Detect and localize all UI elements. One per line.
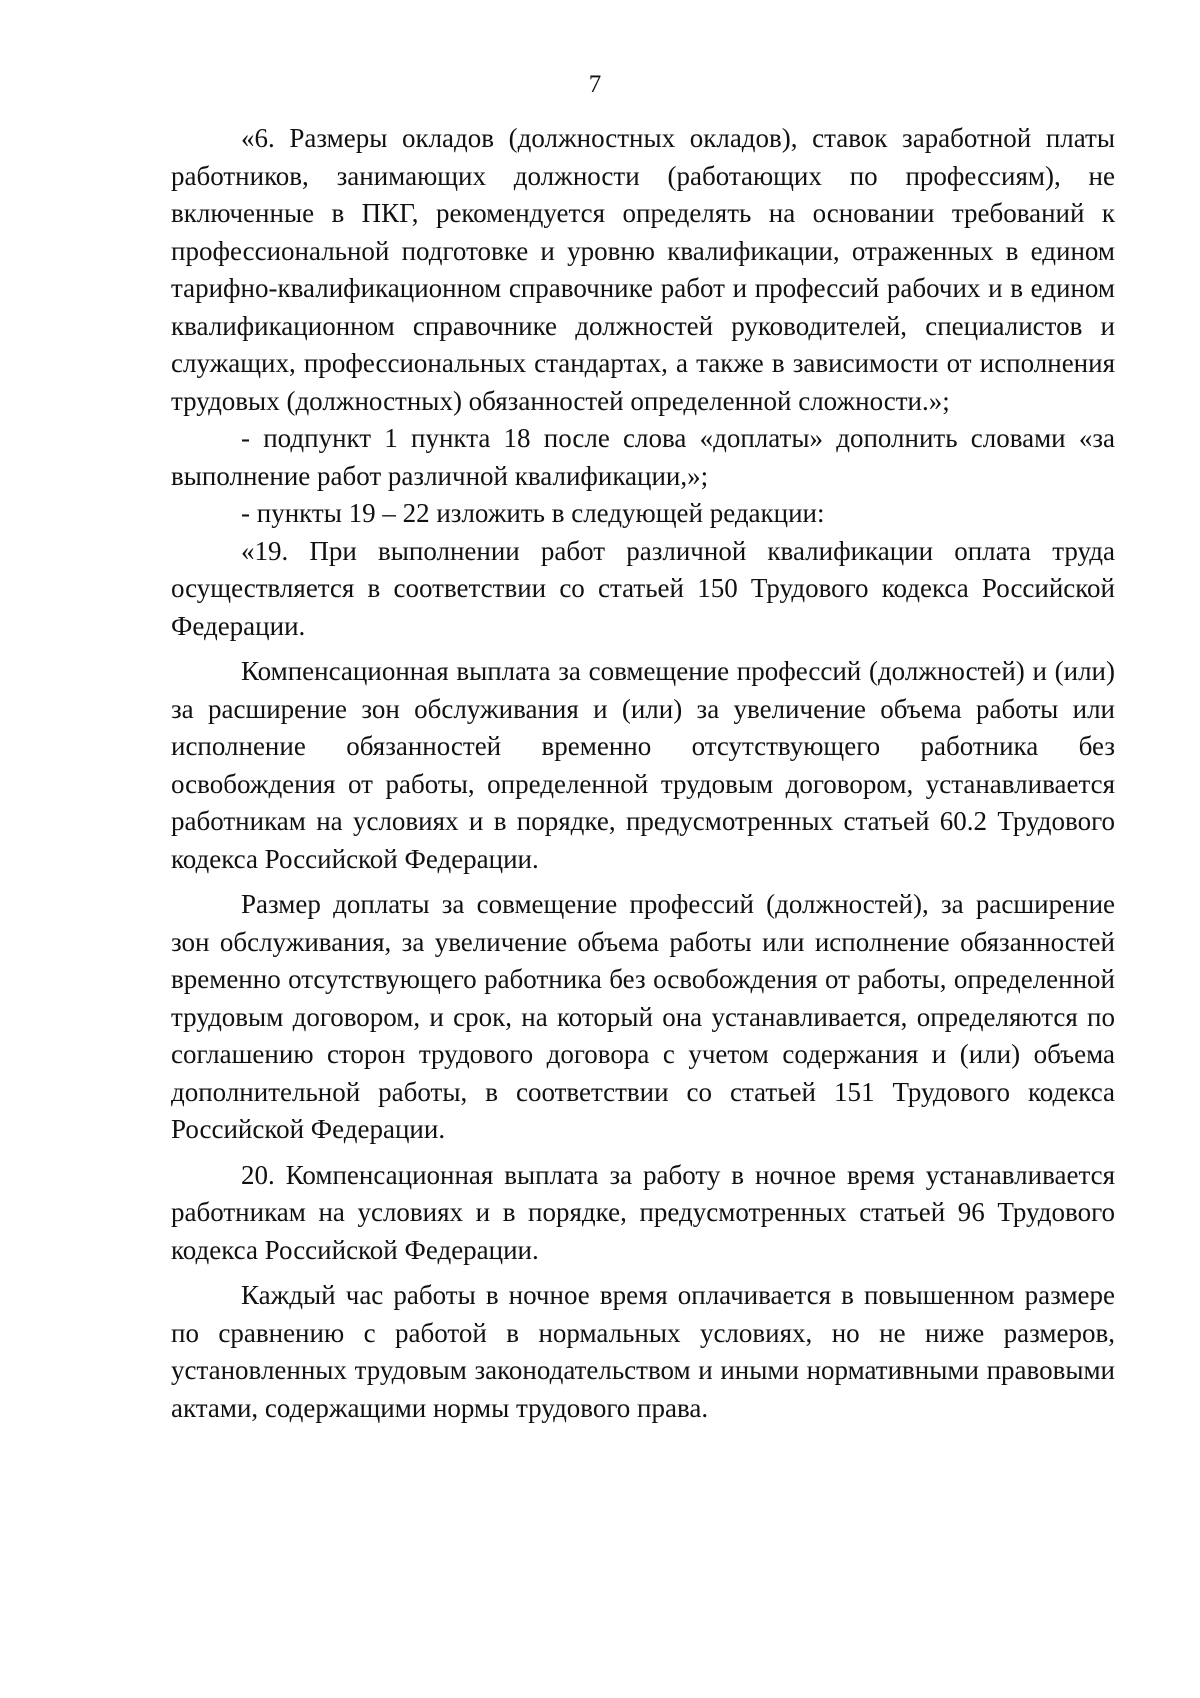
paragraph-20-night-work: 20. Компенсационная выплата за работу в ночное время устанавливается работникам на условиях и в порядке, предусмотренных статьей 96 Трудового кодекса Российской Федерации. — [171, 1159, 1115, 1265]
paragraph-combination-payment: Компенсационная выплата за совмещение профессий (должностей) и (или) за расширение зон обслуживания и (или) за увеличение объема работы или исполнение обязанностей временно отсутствующего работника без освобождения от работы, определенной трудовым договором, устанавливается работникам на условиях и в порядке, предусмотренных статьей 60.2 Трудового кодекса Российской Федерации. — [171, 656, 1115, 874]
document-body — [171, 120, 1115, 1427]
paragraph-surcharge-size: Размер доплаты за совмещение профессий (должностей), за расширение зон обслуживания, за увеличение объема работы или исполнение обязанностей временно отсутствующего работника без освобождения от работы, определенной трудовым договором, и срок, на который она устанавливается, определяются по соглашению сторон трудового договора с учетом содержания и (или) объема дополнительной работы, в соответствии со статьей 151 Трудового кодекса Российской Федерации. — [171, 889, 1115, 1144]
paragraph-6-salary-rates: «6. Размеры окладов (должностных окладов), ставок заработной платы работников, занимающих должности (работающих по профессиям), не включенные в ПКГ, рекомендуется определять на основании требований к профессиональной подготовке и уровню квалификации, отраженных в едином тарифно-квалификационном справочнике работ и профессий рабочих и в едином квалификационном справочнике должностей руководителей, специалистов и служащих, профессиональных стандартах, а также в зависимости от исполнения трудовых (должностных) обязанностей определенной сложности.»; — [171, 123, 1115, 416]
page-number: 7 — [588, 71, 602, 98]
paragraph-subpoint-18: - подпункт 1 пункта 18 после слова «доплаты» дополнить словами «за выполнение работ различной квалификации,»; — [171, 423, 1115, 491]
paragraph-points-19-22: - пункты 19 – 22 изложить в следующей редакции: — [241, 498, 825, 528]
paragraph-night-hour-pay: Каждый час работы в ночное время оплачивается в повышенном размере по сравнению с работой в нормальных условиях, но не ниже размеров, установленных трудовым законодательством и иными нормативными правовыми актами, содержащими нормы трудового права. — [171, 1280, 1115, 1423]
paragraph-19: «19. При выполнении работ различной квалификации оплата труда осуществляется в соответствии со статьей 150 Трудового кодекса Российской Федерации. — [171, 535, 1115, 641]
